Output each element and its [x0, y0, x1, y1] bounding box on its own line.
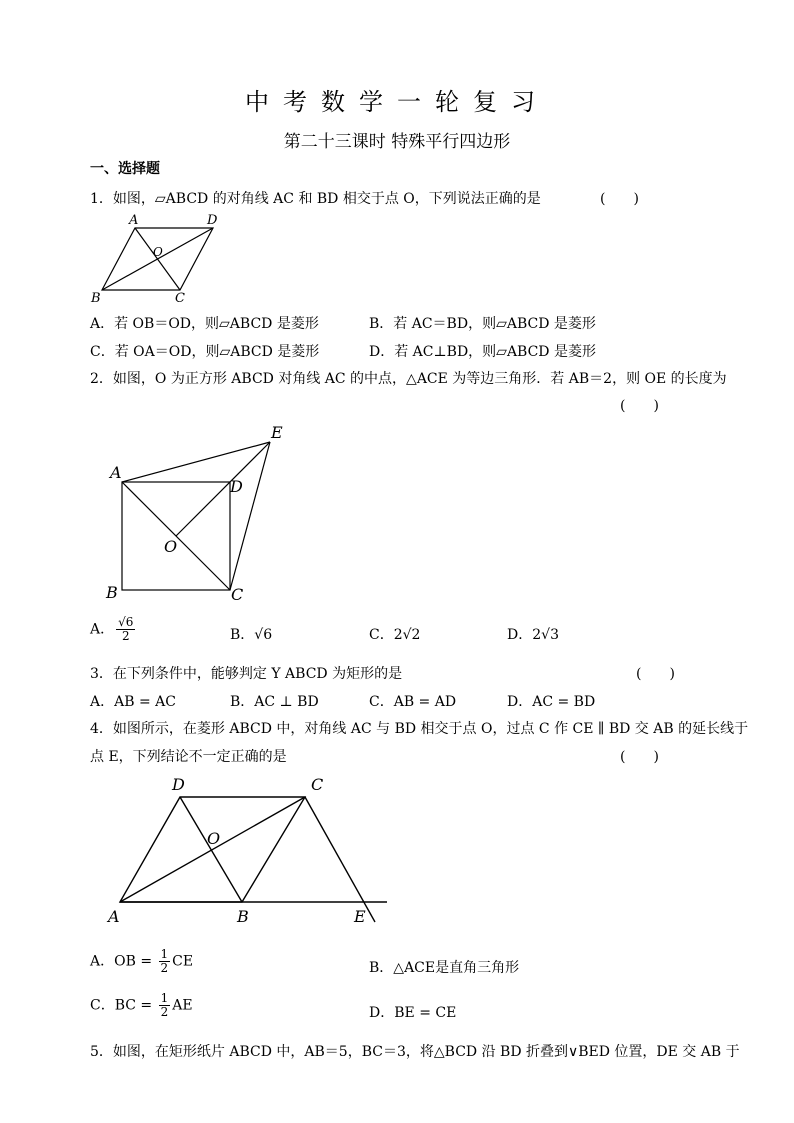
- segment-ce: [305, 797, 375, 922]
- question-4-option-b[interactable]: [369, 957, 519, 977]
- label-o: O: [207, 829, 221, 848]
- question-1-answer-paren: ( ): [600, 191, 639, 207]
- side-ae: [122, 442, 270, 482]
- label-d: D: [172, 775, 185, 794]
- option-text: BE = CE: [394, 1005, 457, 1021]
- question-3-option-a[interactable]: A．AB = AC: [90, 694, 176, 710]
- segment-oe: [176, 442, 270, 536]
- label-e: E: [354, 907, 366, 926]
- option-prefix: C．BC =: [90, 997, 157, 1014]
- side-ce: [230, 442, 270, 590]
- label-c: C: [311, 775, 324, 794]
- option-prefix: B．: [369, 960, 394, 976]
- question-1-option-b[interactable]: B．若 AC＝BD，则▱ABCD 是菱形: [369, 316, 596, 332]
- fraction-numerator: √6: [118, 615, 134, 629]
- option-prefix: A．OB =: [90, 953, 157, 970]
- fraction: [116, 616, 135, 643]
- question-5-stem: 5．如图，在矩形纸片 ABCD 中，AB＝5，BC＝3，将△BCD 沿 BD 折叠到∨BED 位置，DE 交 AB 于: [90, 1044, 740, 1060]
- label-b: B: [106, 583, 118, 602]
- fraction: [159, 948, 171, 975]
- question-4-option-d[interactable]: [369, 1002, 456, 1022]
- option-text: 2√2: [393, 627, 421, 643]
- fraction: [159, 992, 171, 1019]
- question-2-option-a[interactable]: [90, 616, 137, 643]
- question-3-option-b[interactable]: B．AC ⊥ BD: [230, 694, 319, 710]
- option-text: √6: [254, 627, 273, 643]
- label-c: C: [231, 585, 244, 604]
- question-3-option-d[interactable]: D．AC = BD: [507, 694, 596, 710]
- question-1-stem: 1．如图，▱ABCD 的对角线 AC 和 BD 相交于点 O，下列说法正确的是: [90, 191, 541, 207]
- question-3-stem: 3．在下列条件中，能够判定 Y ABCD 为矩形的是: [90, 666, 403, 682]
- question-2-figure: [100, 420, 300, 605]
- option-prefix: C．: [369, 627, 394, 643]
- question-4-stem-line1: 4．如图所示，在菱形 ABCD 中，对角线 AC 与 BD 相交于点 O，过点 C 作 CE ∥ BD 交 AB 的延长线于: [90, 721, 749, 737]
- question-4-stem-line2: 点 E，下列结论不一定正确的是: [90, 749, 287, 765]
- label-c: C: [175, 291, 185, 306]
- question-2-option-b[interactable]: [230, 624, 272, 644]
- fraction-denominator: 2: [121, 629, 130, 643]
- label-a: A: [129, 213, 139, 228]
- fraction-denominator: 2: [160, 961, 169, 975]
- option-prefix: A．: [90, 621, 115, 638]
- question-3-option-c[interactable]: C．AB = AD: [369, 694, 457, 710]
- question-1-option-d[interactable]: D．若 AC⊥BD，则▱ABCD 是菱形: [369, 344, 596, 360]
- label-d: D: [230, 477, 243, 496]
- option-prefix: D．: [507, 627, 533, 643]
- label-e: E: [271, 423, 283, 442]
- label-o: O: [153, 245, 163, 259]
- question-1-figure: [85, 210, 225, 306]
- diagonal-ac: [120, 797, 305, 902]
- label-b: B: [237, 907, 249, 926]
- question-4-option-c[interactable]: [90, 992, 193, 1019]
- question-3-answer-paren: ( ): [636, 666, 675, 682]
- fraction-denominator: 2: [160, 1005, 169, 1019]
- option-text: △ACE是直角三角形: [393, 960, 520, 976]
- page-title: 中考数学一轮复习: [245, 88, 549, 116]
- question-1-option-c[interactable]: C．若 OA＝OD，则▱ABCD 是菱形: [90, 344, 320, 360]
- question-2-option-c[interactable]: [369, 624, 420, 644]
- question-2-stem: 2．如图，O 为正方形 ABCD 对角线 AC 的中点，△ACE 为等边三角形．若 AB＝2，则 OE 的长度为: [90, 371, 727, 387]
- section-heading: 一、选择题: [90, 161, 160, 177]
- label-a: A: [110, 463, 122, 482]
- option-prefix: B．: [230, 627, 255, 643]
- question-2-answer-paren: ( ): [620, 398, 659, 414]
- label-a: A: [108, 907, 120, 926]
- question-2-option-d[interactable]: [507, 624, 559, 644]
- label-b: B: [91, 291, 101, 306]
- option-suffix: AE: [172, 997, 193, 1014]
- question-1-option-a[interactable]: A．若 OB＝OD，则▱ABCD 是菱形: [90, 316, 319, 332]
- label-o: O: [164, 537, 178, 556]
- page-subtitle: 第二十三课时 特殊平行四边形: [283, 132, 511, 152]
- question-4-option-a[interactable]: [90, 948, 193, 975]
- option-text: 2√3: [532, 627, 559, 643]
- diagonal-bd: [180, 797, 242, 902]
- fraction-numerator: 1: [160, 991, 169, 1005]
- question-4-figure: [105, 772, 395, 927]
- option-suffix: CE: [172, 953, 194, 970]
- label-d: D: [207, 213, 218, 228]
- question-4-answer-paren: ( ): [620, 749, 659, 765]
- fraction-numerator: 1: [160, 947, 169, 961]
- option-prefix: D．: [369, 1005, 395, 1021]
